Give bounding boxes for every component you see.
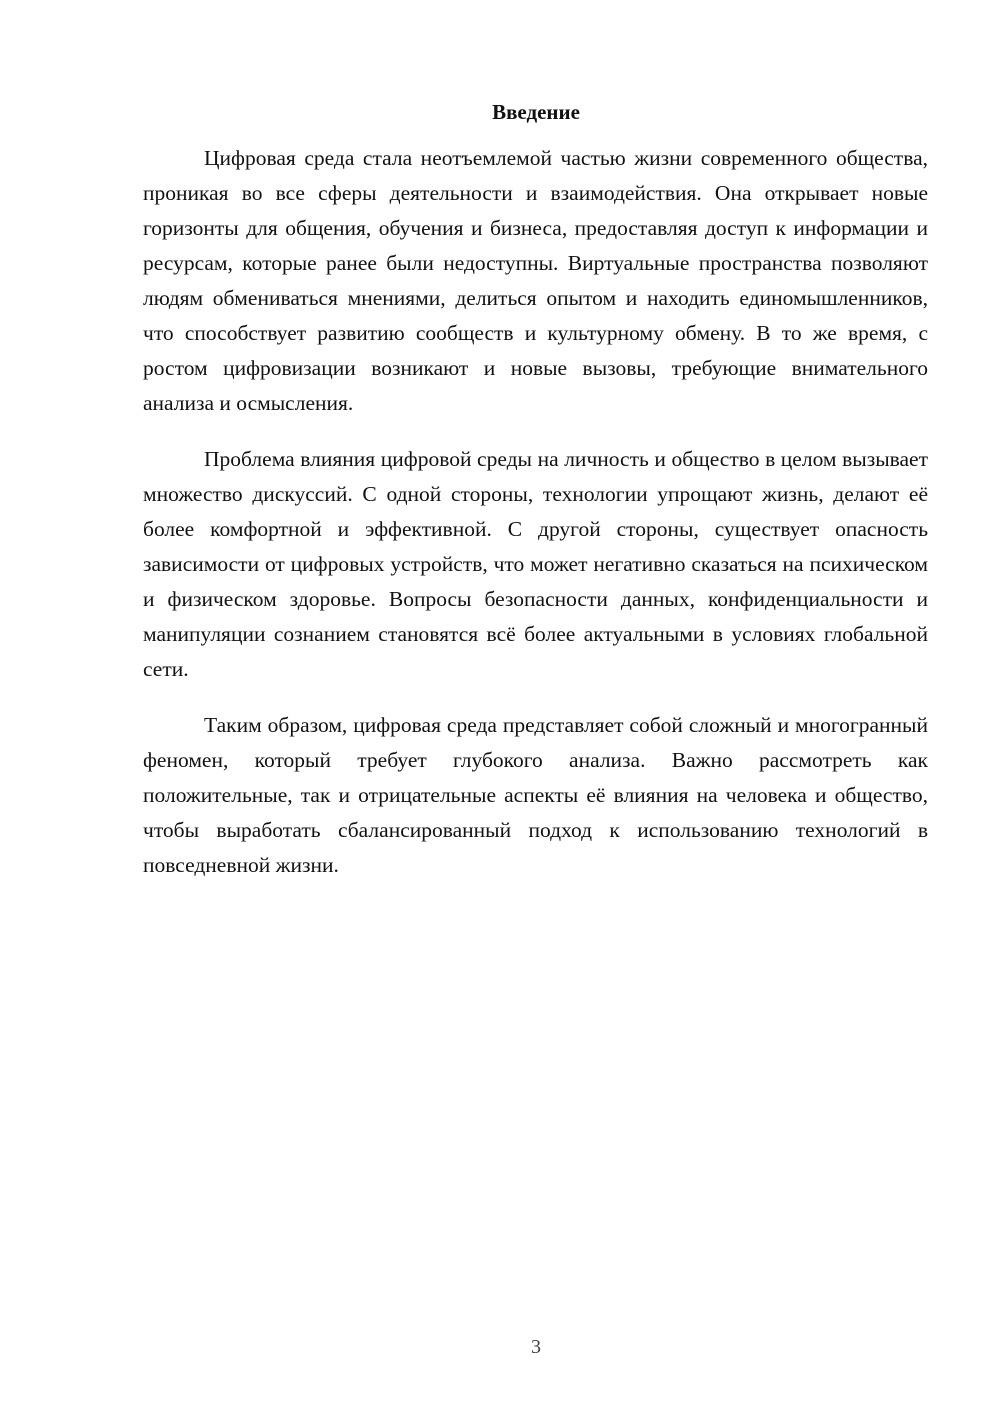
section-title: Введение <box>492 100 580 124</box>
page-number: 3 <box>531 1336 541 1358</box>
paragraph: Цифровая среда стала неотъемлемой частью жизни современного общества, проникая во все сферы деятельности и взаимодействия. Она открывает новые горизонты для общения, обучения и бизнеса, предоставляя доступ к информации и ресурсам, которые ранее были недоступны. Виртуальные пространства позволяют людям обмениваться мнениями, делиться опытом и находить единомышленников, что способствует развитию сообществ и культурному обмену. В то же время, с ростом цифровизации возникают и новые вызовы, требующие внимательного анализа и осмысления. <box>143 146 928 415</box>
document-body <box>143 141 928 904</box>
paragraph: Таким образом, цифровая среда представляет собой сложный и многогранный феномен, который требует глубокого анализа. Важно рассмотреть как положительные, так и отрицательные аспекты её влияния на человека и общество, чтобы выработать сбалансированный подход к использованию технологий в повседневной жизни. <box>143 713 928 877</box>
paragraph: Проблема влияния цифровой среды на личность и общество в целом вызывает множество дискуссий. С одной стороны, технологии упрощают жизнь, делают её более комфортной и эффективной. С другой стороны, существует опасность зависимости от цифровых устройств, что может негативно сказаться на психическом и физическом здоровье. Вопросы безопасности данных, конфиденциальности и манипуляции сознанием становятся всё более актуальными в условиях глобальной сети. <box>143 447 928 681</box>
